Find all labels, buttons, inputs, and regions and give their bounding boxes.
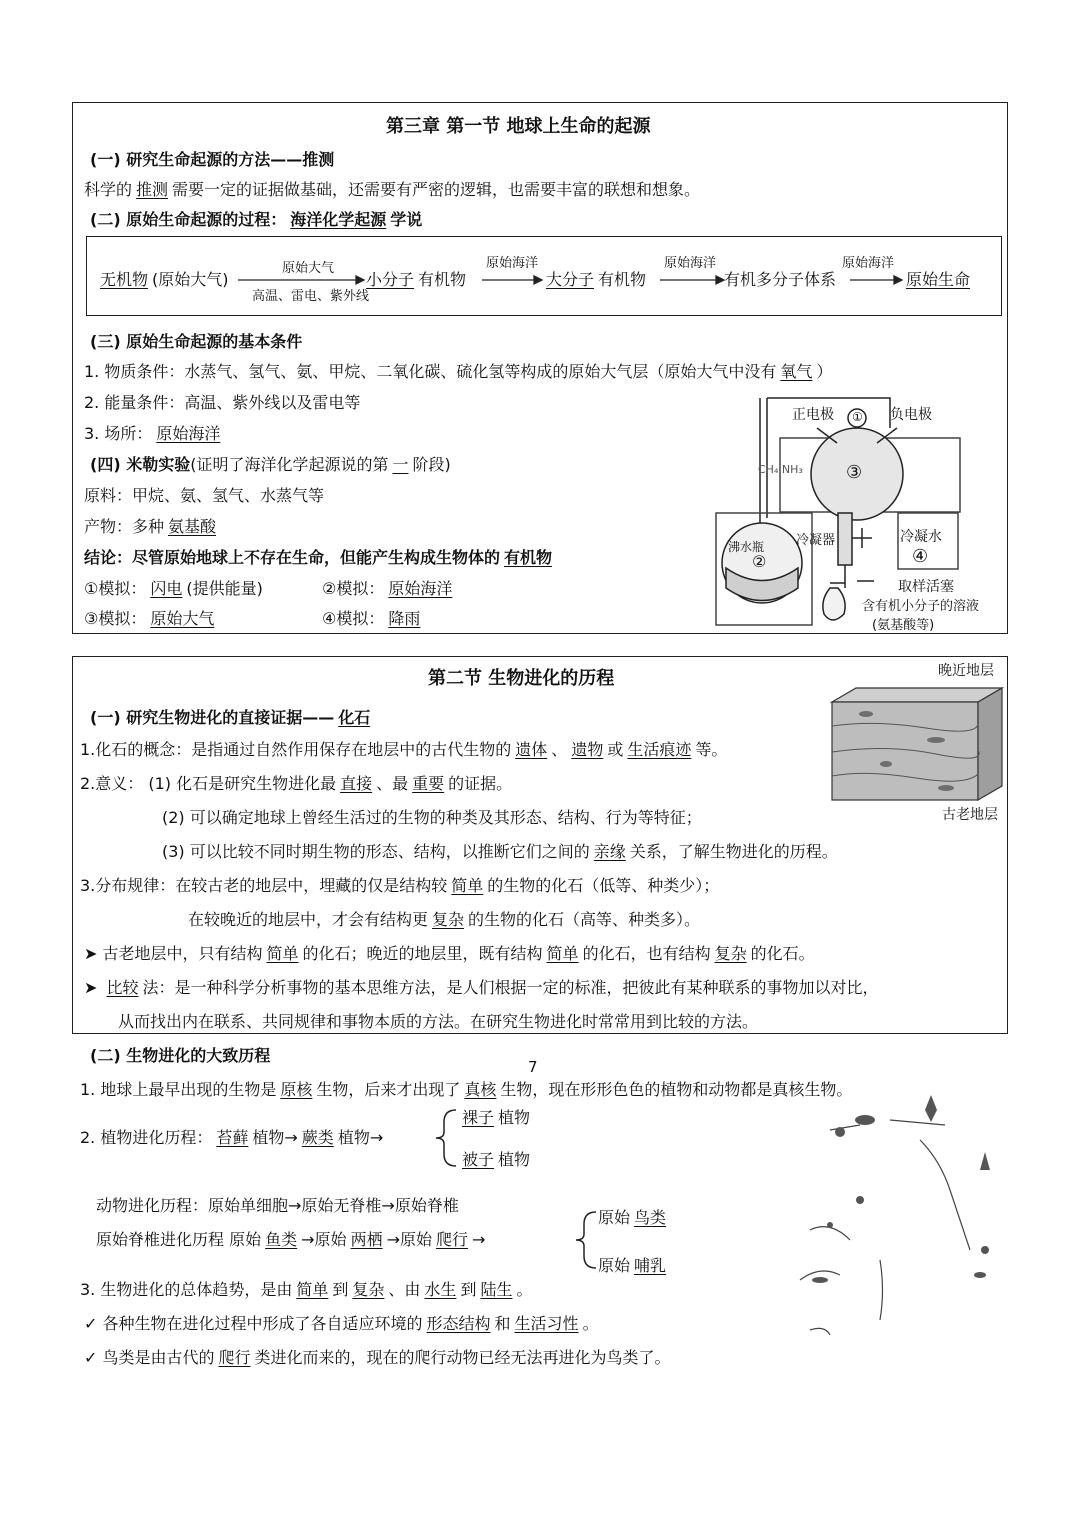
bullet-comparison: ➤ 比较 法：是一种科学分析事物的基本思维方法，是人们根据一定的标准，把彼此有某种联系的事物加以对比， xyxy=(84,978,879,997)
flow-arrows xyxy=(0,0,1080,320)
evolution-point-1: 1. 地球上最早出现的生物是 原核 生物，后来才出现了 真核 生物，现在形形色色的植物和动物都是真核生物。 xyxy=(80,1080,853,1099)
flow-step-macromolecule: 大分子 有机物 xyxy=(546,270,647,289)
label-marker-4: ④ xyxy=(912,546,929,567)
plant-brace xyxy=(434,1108,464,1168)
miller-conclusion: 结论：尽管原始地球上不存在生命，但能产生构成生物体的 有机物 xyxy=(84,548,553,567)
bird-origin-note: ✓ 鸟类是由古代的 爬行 类进化而来的，现在的爬行动物已经无法再进化为鸟类了。 xyxy=(84,1348,671,1367)
miller-sim-2: ②模拟： 原始海洋 xyxy=(322,579,453,598)
rock-strata-figure xyxy=(826,684,1006,804)
evolution-trend: 3. 生物进化的总体趋势，是由 简单 到 复杂 、由 水生 到 陆生 。 xyxy=(80,1280,533,1299)
fossil-significance-1: 2.意义： (1) 化石是研究生物进化最 直接 、最 重要 的证据。 xyxy=(80,774,513,793)
miller-sim-1: ①模拟： 闪电 (提供能量) xyxy=(84,579,263,598)
adaptation-note: ✓ 各种生物在进化过程中形成了各自适应环境的 形态结构 和 生活习性 。 xyxy=(84,1314,599,1333)
label-ancient-strata: 古老地层 xyxy=(942,807,998,823)
miller-products: 产物：多种 氨基酸 xyxy=(84,517,217,536)
heading-fossil-evidence: (一) 研究生物进化的直接证据—— 化石 xyxy=(90,708,371,727)
miller-sim-4: ④模拟： 降雨 xyxy=(322,609,421,628)
label-marker-1: ① xyxy=(852,410,863,424)
flow-arrow1-condition: 高温、雷电、紫外线 xyxy=(252,289,370,304)
section2-title: 第二节 生物进化的历程 xyxy=(428,668,615,689)
flow-step-primitive-life: 原始生命 xyxy=(906,270,971,289)
label-positive-electrode: 正电极 xyxy=(792,407,834,423)
label-solution: 含有机小分子的溶液 xyxy=(862,599,980,614)
heading-evolution-course: (二) 生物进化的大致历程 xyxy=(90,1046,271,1065)
label-marker-3: ③ xyxy=(846,462,863,483)
condition-material: 1. 物质条件：水蒸气、氢气、氨、甲烷、二氧化碳、硫化氢等构成的原始大气层（原始大气中没有 氧气 ） xyxy=(84,362,833,381)
miller-raw-materials: 原料：甲烷、氨、氢气、水蒸气等 xyxy=(84,486,325,505)
vertebrate-evolution: 原始脊椎进化历程 原始 鱼类 →原始 两栖 →原始 爬行 → xyxy=(96,1230,486,1249)
page-number: 7 xyxy=(528,1058,538,1076)
label-boiling-flask: 沸水瓶 xyxy=(728,540,765,554)
flow-step-small-molecule: 小分子 有机物 xyxy=(366,270,467,289)
label-recent-strata: 晚近地层 xyxy=(938,663,994,679)
label-sampling-valve: 取样活塞 xyxy=(898,579,954,595)
paragraph-inference: 科学的 推测 需要一定的证据做基础，还需要有严密的逻辑，也需要丰富的联想和想象。 xyxy=(84,180,701,199)
heading-process: (二) 原始生命起源的过程： 海洋化学起源 学说 xyxy=(90,210,423,229)
heading-miller: (四) 米勒实验(证明了海洋化学起源说的第 一 阶段) xyxy=(90,455,451,474)
bullet-strata: ➤ 古老地层中，只有结构 简单 的化石；晚近的地层里，既有结构 简单 的化石，也有结构 复杂 的化石。 xyxy=(84,944,815,963)
fossil-concept: 1.化石的概念：是指通过自然作用保存在地层中的古代生物的 遗体 、 遗物 或 生活痕迹 等。 xyxy=(80,740,728,759)
flow-arrow4-label: 原始海洋 xyxy=(842,256,895,271)
label-cooling-water: 冷凝水 xyxy=(900,529,942,545)
evolution-tree-illustration xyxy=(770,1080,1010,1360)
comparison-continued: 从而找出内在联系、共同规律和事物本质的方法。在研究生物进化时常常用到比较的方法。 xyxy=(118,1012,759,1031)
label-marker-2: ② xyxy=(752,552,767,571)
vertebrate-mammals: 原始 哺乳 xyxy=(598,1256,667,1275)
label-negative-electrode: 负电极 xyxy=(890,407,932,423)
plant-evolution: 2. 植物进化历程： 苔藓 植物→ 蕨类 植物→ xyxy=(80,1128,384,1147)
svg-text:CH₄ NH₃: CH₄ NH₃ xyxy=(758,463,803,476)
flow-arrow3-label: 原始海洋 xyxy=(664,256,717,271)
plant-angiosperm: 被子 植物 xyxy=(462,1150,531,1169)
distribution-rule-2: 在较晚近的地层中，才会有结构更 复杂 的生物的化石（高等、种类多）。 xyxy=(188,910,701,929)
heading-method: (一) 研究生命起源的方法——推测 xyxy=(90,150,335,169)
flow-step-inorganic: 无机物 (原始大气) xyxy=(100,270,229,289)
fossil-significance-2: (2) 可以确定地球上曾经生活过的生物的种类及其形态、结构、行为等特征； xyxy=(162,808,702,827)
label-condenser: 冷凝器 xyxy=(796,533,836,548)
condition-energy: 2. 能量条件：高温、紫外线以及雷电等 xyxy=(84,393,361,412)
miller-sim-3: ③模拟： 原始大气 xyxy=(84,609,215,628)
label-solution-note: (氨基酸等) xyxy=(872,618,935,633)
heading-conditions: (三) 原始生命起源的基本条件 xyxy=(90,332,303,351)
flow-arrow2-label: 原始海洋 xyxy=(486,256,539,271)
distribution-rule-1: 3.分布规律：在较古老的地层中，埋藏的仅是结构较 简单 的生物的化石（低等、种类少）； xyxy=(80,876,720,895)
flow-step-multimolecular: 有机多分子体系 xyxy=(724,270,837,289)
section1-title: 第三章 第一节 地球上生命的起源 xyxy=(386,116,651,137)
vertebrate-birds: 原始 鸟类 xyxy=(598,1208,667,1227)
flow-arrow1-label: 原始大气 xyxy=(282,261,335,276)
plant-gymnosperm: 裸子 植物 xyxy=(462,1108,531,1127)
fossil-significance-3: (3) 可以比较不同时期生物的形态、结构，以推断它们之间的 亲缘 关系，了解生物进化的历程。 xyxy=(162,842,838,861)
animal-evolution: 动物进化历程：原始单细胞→原始无脊椎→原始脊椎 xyxy=(96,1196,459,1215)
condition-place: 3. 场所： 原始海洋 xyxy=(84,424,221,443)
